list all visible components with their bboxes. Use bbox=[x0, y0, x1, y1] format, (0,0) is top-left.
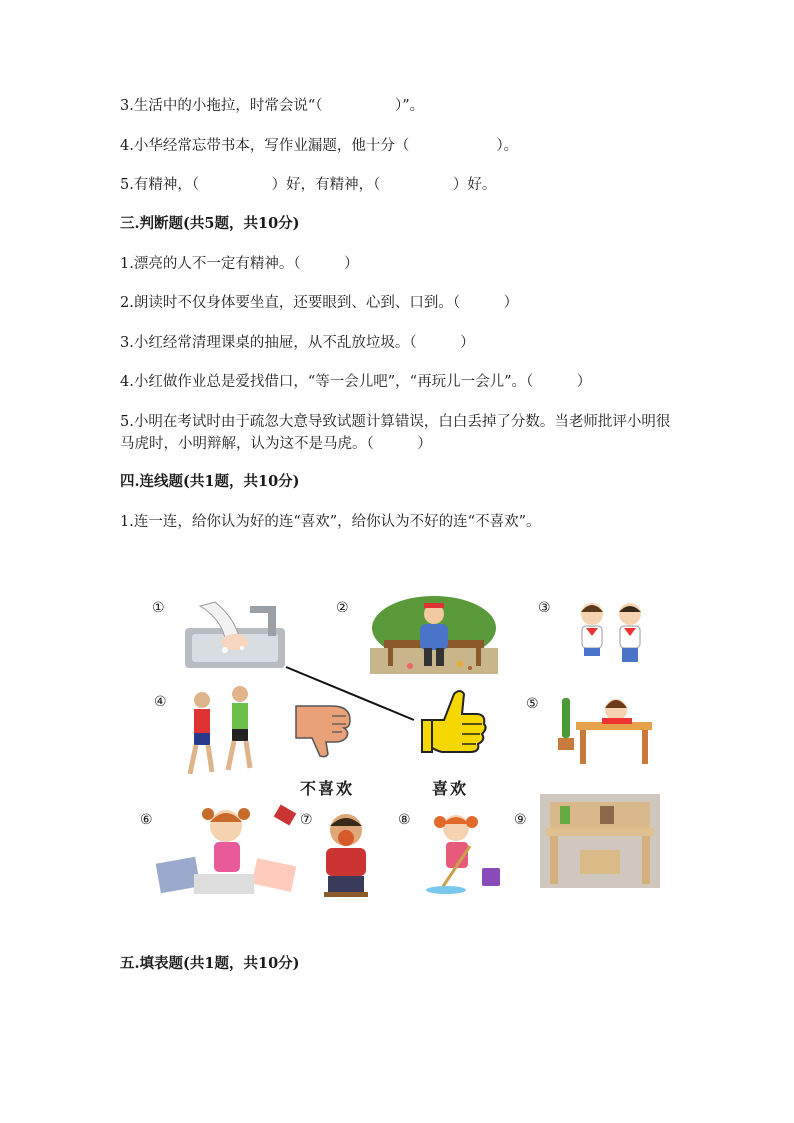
match-question: 1.连一连，给你认为好的连“喜欢”，给你认为不好的连“不喜欢”。 bbox=[120, 514, 541, 530]
girl-mopping-picture bbox=[422, 806, 506, 896]
like-label: 喜欢 bbox=[432, 779, 469, 798]
section4-heading: 四.连线题(共1题，共10分) bbox=[120, 473, 300, 490]
matching-figure bbox=[140, 590, 680, 910]
num-4: ④ bbox=[154, 694, 167, 710]
judge-q3: 3.小红经常清理课桌的抽屉，从不乱放垃圾。（ ） bbox=[120, 335, 475, 351]
judge-q1: 1.漂亮的人不一定有精神。（ ） bbox=[120, 256, 359, 272]
num-8: ⑧ bbox=[398, 812, 411, 828]
messy-girl-picture bbox=[154, 800, 300, 898]
judge-q2: 2.朗读时不仅身体要坐直，还要眼到、心到、口到。（ ） bbox=[120, 295, 519, 311]
tidy-desk-picture bbox=[540, 794, 660, 888]
fill-q3: 3.生活中的小拖拉，时常会说“（ ）”。 bbox=[120, 98, 425, 114]
num-1: ① bbox=[152, 600, 165, 616]
judge-q4: 4.小红做作业总是爱找借口，“等一会儿吧”，“再玩儿一会儿”。（ ） bbox=[120, 374, 592, 390]
num-7: ⑦ bbox=[300, 812, 313, 828]
num-2: ② bbox=[336, 600, 349, 616]
num-3: ③ bbox=[538, 600, 551, 616]
section3-heading: 三.判断题(共5题，共10分) bbox=[120, 215, 300, 232]
fill-q5: 5.有精神，（ ）好，有精神，（ ）好。 bbox=[120, 177, 497, 193]
judge-q5: 5.小明在考试时由于疏忽大意导致试题计算错误，白白丢掉了分数。当老师批评小明很马虎时，小明辩解，认为这不是马虎。（ ） bbox=[120, 414, 671, 452]
section5-heading: 五.填表题(共1题，共10分) bbox=[120, 955, 300, 972]
num-9: ⑨ bbox=[514, 812, 527, 828]
num-6: ⑥ bbox=[140, 812, 153, 828]
dislike-label: 不喜欢 bbox=[300, 779, 355, 798]
boy-eating-picture bbox=[318, 808, 374, 900]
num-5: ⑤ bbox=[526, 696, 539, 712]
fill-q4: 4.小华经常忘带书本，写作业漏题，他十分（ ）。 bbox=[120, 138, 519, 154]
